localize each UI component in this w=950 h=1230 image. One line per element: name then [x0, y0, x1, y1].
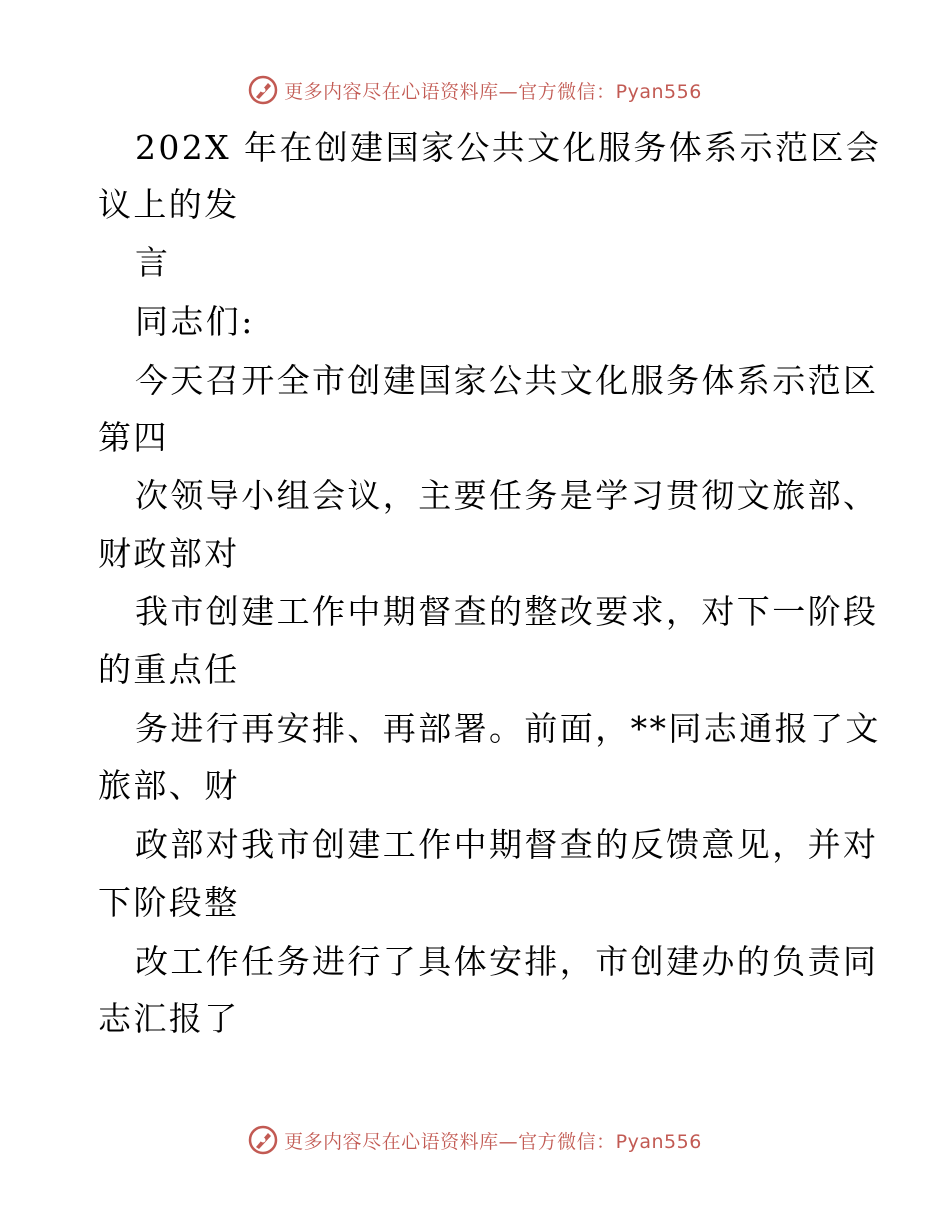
- body-line: 今天召开全市创建国家公共文化服务体系示范区: [135, 361, 879, 400]
- body-line: 我市创建工作中期督查的整改要求，对下一阶段: [135, 592, 879, 631]
- body-line: 的重点任: [98, 650, 240, 689]
- footer-watermark: [0, 1120, 950, 1160]
- body-line: 政部对我市创建工作中期督查的反馈意见，并对: [135, 825, 879, 864]
- watermark-text: 更多内容尽在心语资料库—官方微信：Pyan556: [284, 1130, 702, 1153]
- document-title-line-2: 议上的发: [98, 185, 240, 224]
- watermark-text: 更多内容尽在心语资料库—官方微信：Pyan556: [284, 80, 702, 103]
- body-line: 财政部对: [98, 534, 240, 573]
- document-title-line-3: 言: [135, 243, 171, 282]
- body-line: 务进行再安排、再部署。前面，**同志通报了文: [135, 709, 881, 748]
- body-line: 旅部、财: [98, 766, 240, 805]
- document-title-line-1: 202X 年在创建国家公共文化服务体系示范区会: [135, 128, 882, 167]
- body-line: 改工作任务进行了具体安排，市创建办的负责同: [135, 942, 879, 981]
- pen-logo-icon: [248, 75, 278, 105]
- body-line: 第四: [98, 418, 169, 457]
- body-line: 次领导小组会议，主要任务是学习贯彻文旅部、: [135, 476, 879, 515]
- body-line: 志汇报了: [98, 999, 240, 1038]
- salutation: 同志们:: [135, 302, 255, 341]
- body-line: 下阶段整: [98, 883, 240, 922]
- pen-logo-icon: [248, 1125, 278, 1155]
- header-watermark: [0, 70, 950, 110]
